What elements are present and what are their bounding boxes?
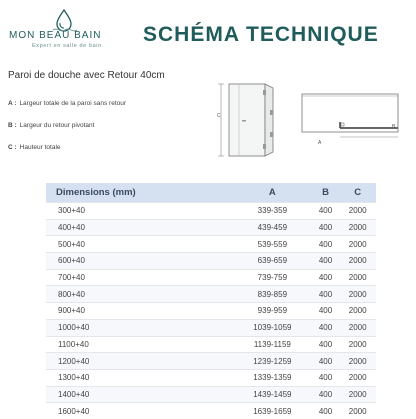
table-cell: 1039-1059 [233, 319, 312, 336]
table-cell: 2000 [339, 386, 376, 403]
table-row [46, 303, 376, 320]
table-cell: 1239-1259 [233, 353, 312, 370]
table-cell: 400 [312, 269, 340, 286]
table-cell: 400 [312, 236, 340, 253]
table-cell: 2000 [339, 369, 376, 386]
table-cell: 2000 [339, 203, 376, 220]
table-cell: 400 [312, 219, 340, 236]
table-cell: 400 [312, 319, 340, 336]
table-cell: 2000 [339, 236, 376, 253]
table-cell: 500+40 [46, 236, 233, 253]
table-cell: 400 [312, 303, 340, 320]
legend-c: C : Hauteur totale [8, 144, 61, 151]
table-cell: 1639-1659 [233, 403, 312, 419]
table-row [46, 203, 376, 220]
table-cell: 400 [312, 203, 340, 220]
table-cell: 539-559 [233, 236, 312, 253]
legend-b: B : Largeur du retour pivotant [8, 122, 95, 129]
table-row [46, 286, 376, 303]
table-cell: 2000 [339, 286, 376, 303]
table-cell: 1200+40 [46, 353, 233, 370]
table-cell: 400 [312, 286, 340, 303]
legend-a: A : Largeur totale de la paroi sans retour [8, 100, 127, 107]
table-cell: 400 [312, 253, 340, 270]
table-header-row [46, 183, 376, 203]
table-row [46, 336, 376, 353]
table-cell: 300+40 [46, 203, 233, 220]
table-cell: 800+40 [46, 286, 233, 303]
table-cell: 1139-1159 [233, 336, 312, 353]
table-row [46, 403, 376, 419]
table-cell: 1100+40 [46, 336, 233, 353]
dimensions-table [46, 183, 376, 419]
table-cell: 2000 [339, 336, 376, 353]
table-cell: 2000 [339, 353, 376, 370]
table-cell: 400 [312, 386, 340, 403]
table-cell: 1439-1459 [233, 386, 312, 403]
table-cell: 1339-1359 [233, 369, 312, 386]
table-cell: 2000 [339, 319, 376, 336]
top-view-diagram [296, 90, 404, 150]
header-c: C [339, 183, 376, 203]
table-cell: 439-459 [233, 219, 312, 236]
table-row [46, 269, 376, 286]
table-cell: 900+40 [46, 303, 233, 320]
table-cell: 939-959 [233, 303, 312, 320]
table-cell: 2000 [339, 303, 376, 320]
diagram-label-a: A [318, 140, 322, 146]
table-cell: 400 [312, 369, 340, 386]
diagram-label-b: B [392, 124, 396, 130]
table-cell: 2000 [339, 403, 376, 419]
table-cell: 839-859 [233, 286, 312, 303]
table-cell: 400 [312, 353, 340, 370]
table-row [46, 369, 376, 386]
table-cell: 2000 [339, 253, 376, 270]
table-cell: 1400+40 [46, 386, 233, 403]
table-cell: 700+40 [46, 269, 233, 286]
table-cell: 600+40 [46, 253, 233, 270]
table-cell: 400 [312, 403, 340, 419]
front-view-diagram [215, 80, 285, 160]
brand-name: MON BEAU BAIN [9, 30, 102, 41]
table-row [46, 253, 376, 270]
product-subtitle: Paroi de douche avec Retour 40cm [8, 70, 165, 81]
table-row [46, 219, 376, 236]
table-cell: 1600+40 [46, 403, 233, 419]
header-dimensions: Dimensions (mm) [46, 183, 233, 203]
brand-tagline: Expert en salle de bain [32, 43, 102, 49]
table-cell: 739-759 [233, 269, 312, 286]
table-cell: 1000+40 [46, 319, 233, 336]
diagram-label-c: C [217, 113, 221, 119]
table-cell: 1300+40 [46, 369, 233, 386]
table-cell: 400+40 [46, 219, 233, 236]
table-cell: 339-359 [233, 203, 312, 220]
header-a: A [233, 183, 312, 203]
header-b: B [312, 183, 340, 203]
table-cell: 639-659 [233, 253, 312, 270]
page-title: SCHÉMA TECHNIQUE [143, 23, 379, 46]
table-cell: 2000 [339, 269, 376, 286]
table-cell: 400 [312, 336, 340, 353]
table-row [46, 236, 376, 253]
table-row [46, 353, 376, 370]
table-row [46, 386, 376, 403]
table-row [46, 319, 376, 336]
table-cell: 2000 [339, 219, 376, 236]
